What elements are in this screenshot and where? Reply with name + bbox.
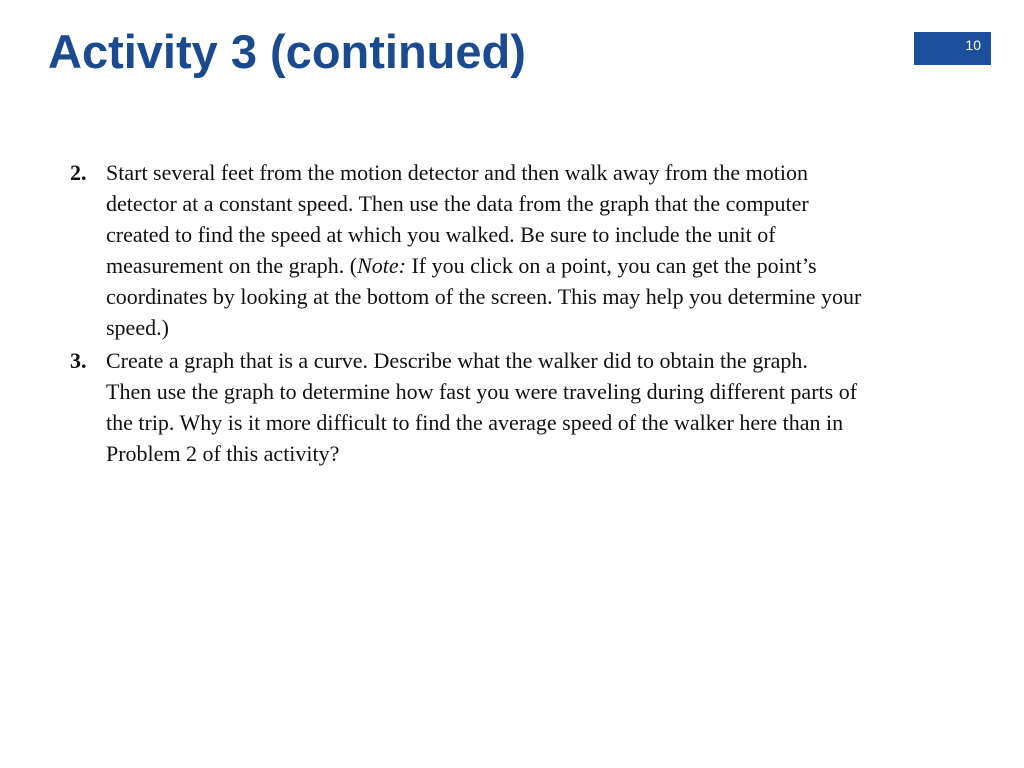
text-line: the trip. Why is it more difficult to find the average speed of the walker here than in: [106, 410, 844, 435]
text-line: Then use the graph to determine how fast you were traveling during different parts of: [106, 379, 858, 404]
text-line: detector at a constant speed. Then use the data from the graph that the computer: [106, 191, 809, 216]
page-number-badge: [914, 32, 991, 65]
text-line: Start several feet from the motion detector and then walk away from the motion: [106, 160, 808, 185]
text-segment: If you click on a point, you can get the point’s: [405, 253, 817, 278]
text-line: created to find the speed at which you walked. Be sure to include the unit of: [106, 222, 776, 247]
text-line: coordinates by looking at the bottom of the screen. This may help you determine your: [106, 284, 862, 309]
text-line: Create a graph that is a curve. Describe what the walker did to obtain the graph.: [106, 348, 808, 373]
problem-2: [70, 157, 930, 343]
page-number: 10: [965, 37, 981, 53]
problem-text: [106, 345, 930, 469]
slide-title: Activity 3 (continued): [48, 25, 526, 78]
problem-list: [70, 157, 930, 469]
problem-text: [106, 157, 930, 343]
note-label: Note:: [357, 253, 406, 278]
problem-number: 2.: [70, 160, 87, 185]
text-line-with-note: [106, 250, 930, 281]
text-line: speed.): [106, 315, 169, 340]
problem-number: 3.: [70, 348, 87, 373]
text-line: Problem 2 of this activity?: [106, 441, 340, 466]
problem-3: [70, 345, 930, 469]
text-segment: measurement on the graph. (: [106, 253, 358, 278]
